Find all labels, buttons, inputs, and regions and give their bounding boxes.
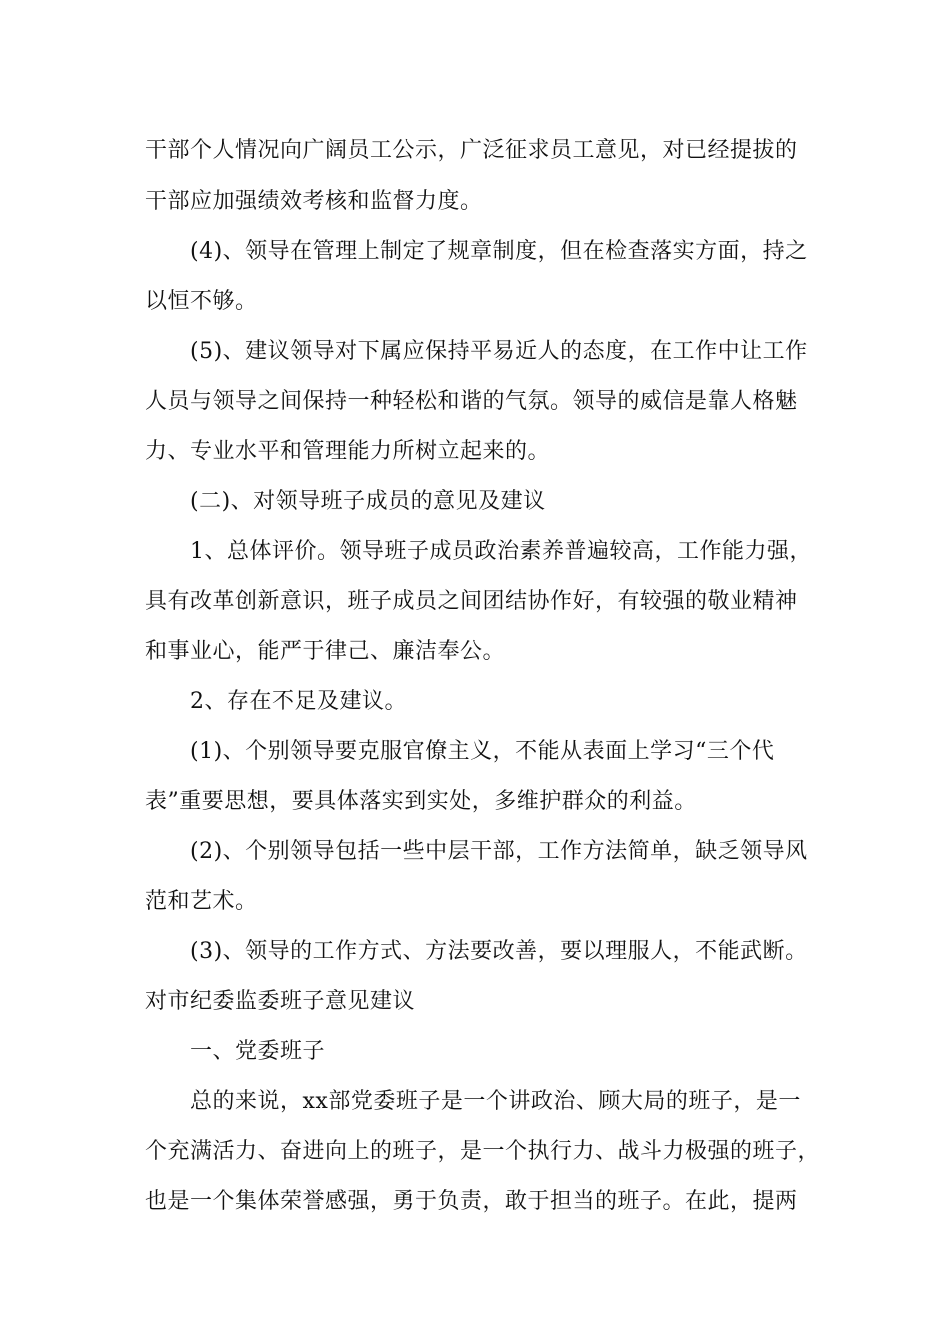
document-title: 对市纪委监委班子意见建议 (145, 989, 416, 1014)
text-line: 总的来说，xx部党委班子是一个讲政治、顾大局的班子，是一 (190, 1089, 801, 1114)
text-line: (1)、个别领导要克服官僚主义，不能从表面上学习“三个代 (190, 739, 775, 764)
text-line: 和事业心，能严于律己、廉洁奉公。 (145, 639, 506, 664)
text-line: (3)、领导的工作方式、方法要改善，要以理服人，不能武断。 (190, 939, 808, 964)
text-line: 具有改革创新意识，班子成员之间团结协作好，有较强的敬业精神 (145, 589, 798, 614)
section-heading: 一、党委班子 (190, 1039, 326, 1064)
text-line: 表”重要思想，要具体落实到实处，多维护群众的利益。 (145, 789, 697, 814)
text-line: 以恒不够。 (145, 289, 258, 314)
text-line: 也是一个集体荣誉感强，勇于负责，敢于担当的班子。在此，提两 (145, 1189, 798, 1214)
text-line: 范和艺术。 (145, 889, 258, 914)
text-line: 干部应加强绩效考核和监督力度。 (145, 189, 483, 214)
text-line: 人员与领导之间保持一种轻松和谐的气氛。领导的威信是靠人格魅 (145, 389, 798, 414)
text-line: (4)、领导在管理上制定了规章制度，但在检查落实方面，持之 (190, 239, 808, 264)
text-line: 2、存在不足及建议。 (190, 689, 407, 714)
section-heading: (二)、对领导班子成员的意见及建议 (190, 489, 546, 514)
text-line: 力、专业水平和管理能力所树立起来的。 (145, 439, 551, 464)
text-line: (5)、建议领导对下属应保持平易近人的态度，在工作中让工作 (190, 339, 808, 364)
text-line: (2)、个别领导包括一些中层干部，工作方法简单，缺乏领导风 (190, 839, 808, 864)
text-line: 个充满活力、奋进向上的班子，是一个执行力、战斗力极强的班子， (145, 1139, 821, 1164)
text-line: 干部个人情况向广阔员工公示，广泛征求员工意见，对已经提拔的 (145, 138, 798, 163)
text-line: 1、总体评价。领导班子成员政治素养普遍较高，工作能力强， (190, 539, 812, 564)
